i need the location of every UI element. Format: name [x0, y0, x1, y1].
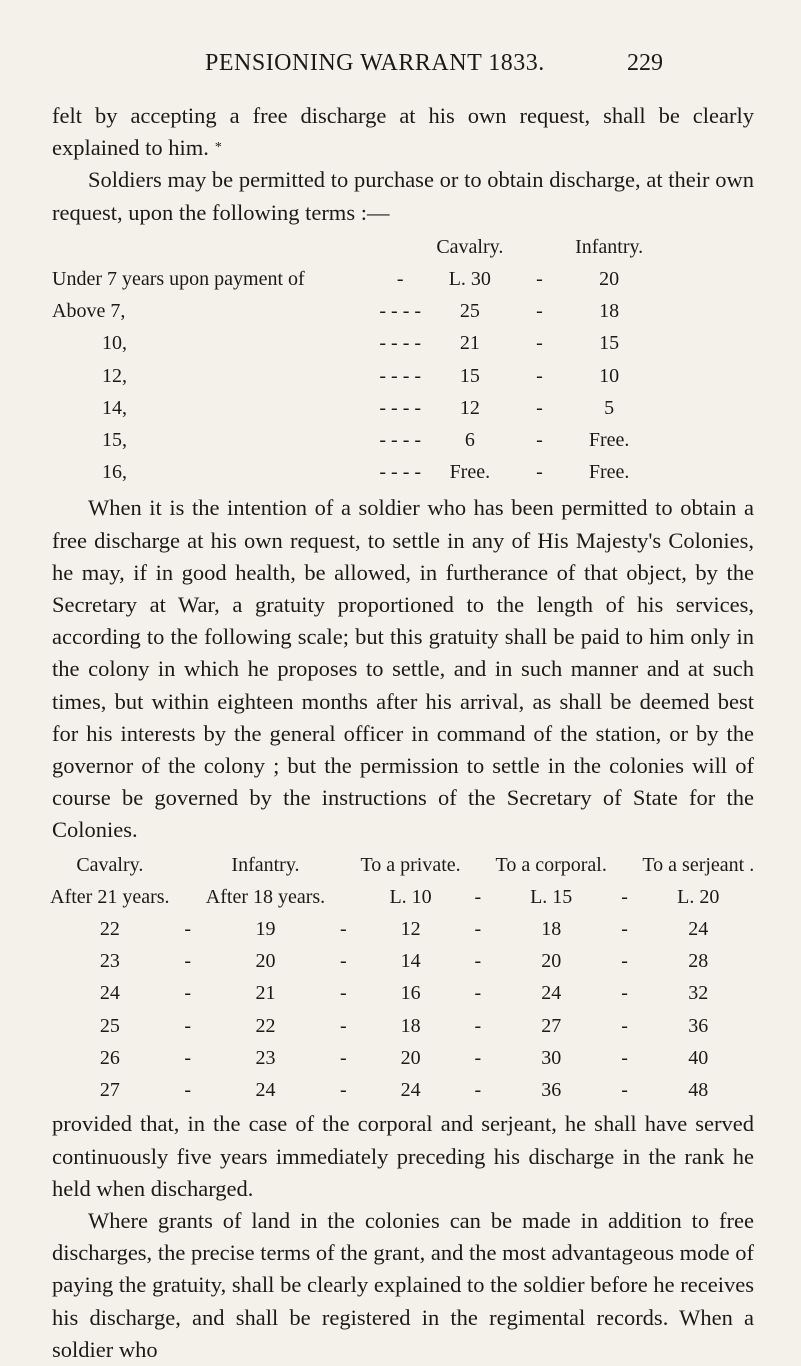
- column-header-private: To a private.: [360, 853, 461, 876]
- table-row: 27 - 24 - 24 - 36 - 48: [99, 1079, 709, 1102]
- table-row: 10, - - - - 21 - 15: [102, 332, 620, 355]
- table-row: 14, - - - - 12 - 5: [102, 396, 615, 419]
- table-row: 12, - - - - 15 - 10: [102, 364, 620, 387]
- column-header-cavalry: Cavalry.: [76, 853, 144, 876]
- gratuity-scale-table: [44, 849, 760, 1107]
- paragraph-1: felt by accepting a free discharge at his own request, shall be clearly explained to him. *: [52, 103, 754, 161]
- paragraph-4: provided that, in the case of the corporal and serjeant, he shall have served continuously five years immediately preceding his discharge in the rank he held when discharged.: [52, 1111, 754, 1201]
- table-row: 23 - 20 - 14 - 20 - 28: [99, 950, 709, 973]
- table-row: 25 - 22 - 18 - 27 - 36: [99, 1014, 709, 1037]
- running-title: PENSIONING WARRANT 1833.: [205, 50, 545, 76]
- table-row: 22 - 19 - 12 - 18 - 24: [99, 918, 709, 941]
- paragraph-3: When it is the intention of a soldier who has been permitted to obtain a free discharge at his own request, to settle in any of His Majesty's Colonies, he may, if in good health, be allowed, in furtherance of that object, by the Secretary at War, a gratuity proportioned to the length of his services, according to the following scale; but this gratuity shall be paid to him only in the colony in which he proposes to settle, and in such manner and at such times, but within eighteen months after his arrival, as shall be deemed best for his interests by the general officer in command of the station, or by the governor of the colony ; but the permission to settle in the colonies will of course be governed by the instructions of the Secretary of State for the Colonies.: [52, 495, 754, 843]
- table-row: 16, - - - - Free. - Free.: [102, 461, 630, 484]
- table-row: After 21 years. After 18 years. L. 10 - L. 15 - L. 20: [50, 885, 720, 908]
- asterisk-mark: *: [214, 140, 222, 156]
- column-header-corporal: To a corporal.: [495, 853, 607, 876]
- column-header-infantry: Infantry.: [575, 235, 644, 258]
- page-header: [0, 44, 801, 78]
- page-number: 229: [627, 50, 663, 76]
- table-row: Above 7, - - - - 25 - 18: [52, 300, 620, 323]
- column-header-cavalry: Cavalry.: [436, 235, 504, 258]
- discharge-terms-table: [52, 231, 652, 489]
- column-header-infantry: Infantry.: [231, 853, 300, 876]
- table-header-row: [44, 849, 760, 881]
- table-row: 26 - 23 - 20 - 30 - 40: [99, 1046, 709, 1069]
- paragraph-5: Where grants of land in the colonies can be made in addition to free discharges, the precise terms of the grant, and the most advantageous mode of paying the gratuity, shall be clearly explained to the soldier before he receives his discharge, and shall be registered in the regimental records. When a soldier who: [52, 1207, 754, 1362]
- column-header-serjeant: To a serjeant .: [642, 853, 755, 876]
- paragraph-2: Soldiers may be permitted to purchase or to obtain discharge, at their own request, upon the following terms :—: [52, 167, 754, 225]
- body-text: [52, 100, 754, 1366]
- table-row: Under 7 years upon payment of - L. 30 - 20: [52, 268, 620, 291]
- table-row: 15, - - - - 6 - Free.: [102, 429, 630, 452]
- table-header-row: [52, 231, 652, 263]
- table-row: 24 - 21 - 16 - 24 - 32: [99, 982, 709, 1005]
